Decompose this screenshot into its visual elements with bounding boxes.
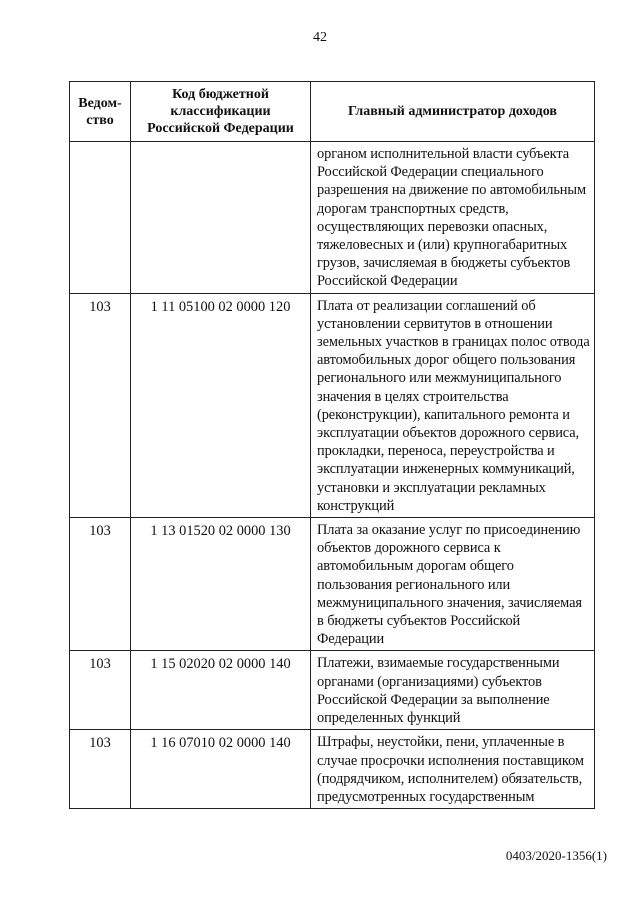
- header-dept: Ведом-ство: [70, 82, 131, 142]
- description-cell: Плата за оказание услуг по присоединению объектов дорожного сервиса к автомобильным дорогам общего пользования регионального или межмуниципального значения, зачисляемая в бюджеты субъектов Российской Федерации: [311, 518, 595, 651]
- table-row: [70, 518, 595, 651]
- table-row: [70, 730, 595, 809]
- dept-cell: 103: [70, 651, 131, 730]
- document-number: 0403/2020-1356(1): [505, 848, 607, 863]
- dept-cell: 103: [70, 730, 131, 809]
- dept-cell: [70, 142, 131, 294]
- code-cell: 1 11 05100 02 0000 120: [131, 293, 311, 517]
- table-header-row: [70, 82, 595, 142]
- header-budget-code: Код бюджетной классификации Российской Федерации: [131, 82, 311, 142]
- code-cell: 1 16 07010 02 0000 140: [131, 730, 311, 809]
- table-row: [70, 293, 595, 517]
- page-number: 42: [313, 30, 327, 45]
- description-cell: Штрафы, неустойки, пени, уплаченные в случае просрочки исполнения поставщиком (подрядчиком, исполнителем) обязательств, предусмотренных государственным: [311, 730, 595, 809]
- revenue-administrators-table: [69, 81, 595, 809]
- table-row: [70, 651, 595, 730]
- code-cell: 1 13 01520 02 0000 130: [131, 518, 311, 651]
- code-cell: [131, 142, 311, 294]
- table-row: [70, 142, 595, 294]
- dept-cell: 103: [70, 518, 131, 651]
- description-cell: Платежи, взимаемые государственными органами (организациями) субъектов Российской Федерации за выполнение определенных функций: [311, 651, 595, 730]
- header-revenue-administrator: Главный администратор доходов: [311, 82, 595, 142]
- description-cell: органом исполнительной власти субъекта Российской Федерации специального разрешения на движение по автомобильным дорогам транспортных средств, осуществляющих перевозки опасных, тяжеловесных и (или) крупногабаритных грузов, зачисляемая в бюджеты субъектов Российской Федерации: [311, 142, 595, 294]
- code-cell: 1 15 02020 02 0000 140: [131, 651, 311, 730]
- dept-cell: 103: [70, 293, 131, 517]
- description-cell: Плата от реализации соглашений об установлении сервитутов в отношении земельных участков в границах полос отвода автомобильных дорог общего пользования регионального или межмуниципального значения в целях строительства (реконструкции), капитального ремонта и эксплуатации объектов дорожного сервиса, прокладки, переноса, переустройства и эксплуатации инженерных коммуникаций, установки и эксплуатации рекламных конструкций: [311, 293, 595, 517]
